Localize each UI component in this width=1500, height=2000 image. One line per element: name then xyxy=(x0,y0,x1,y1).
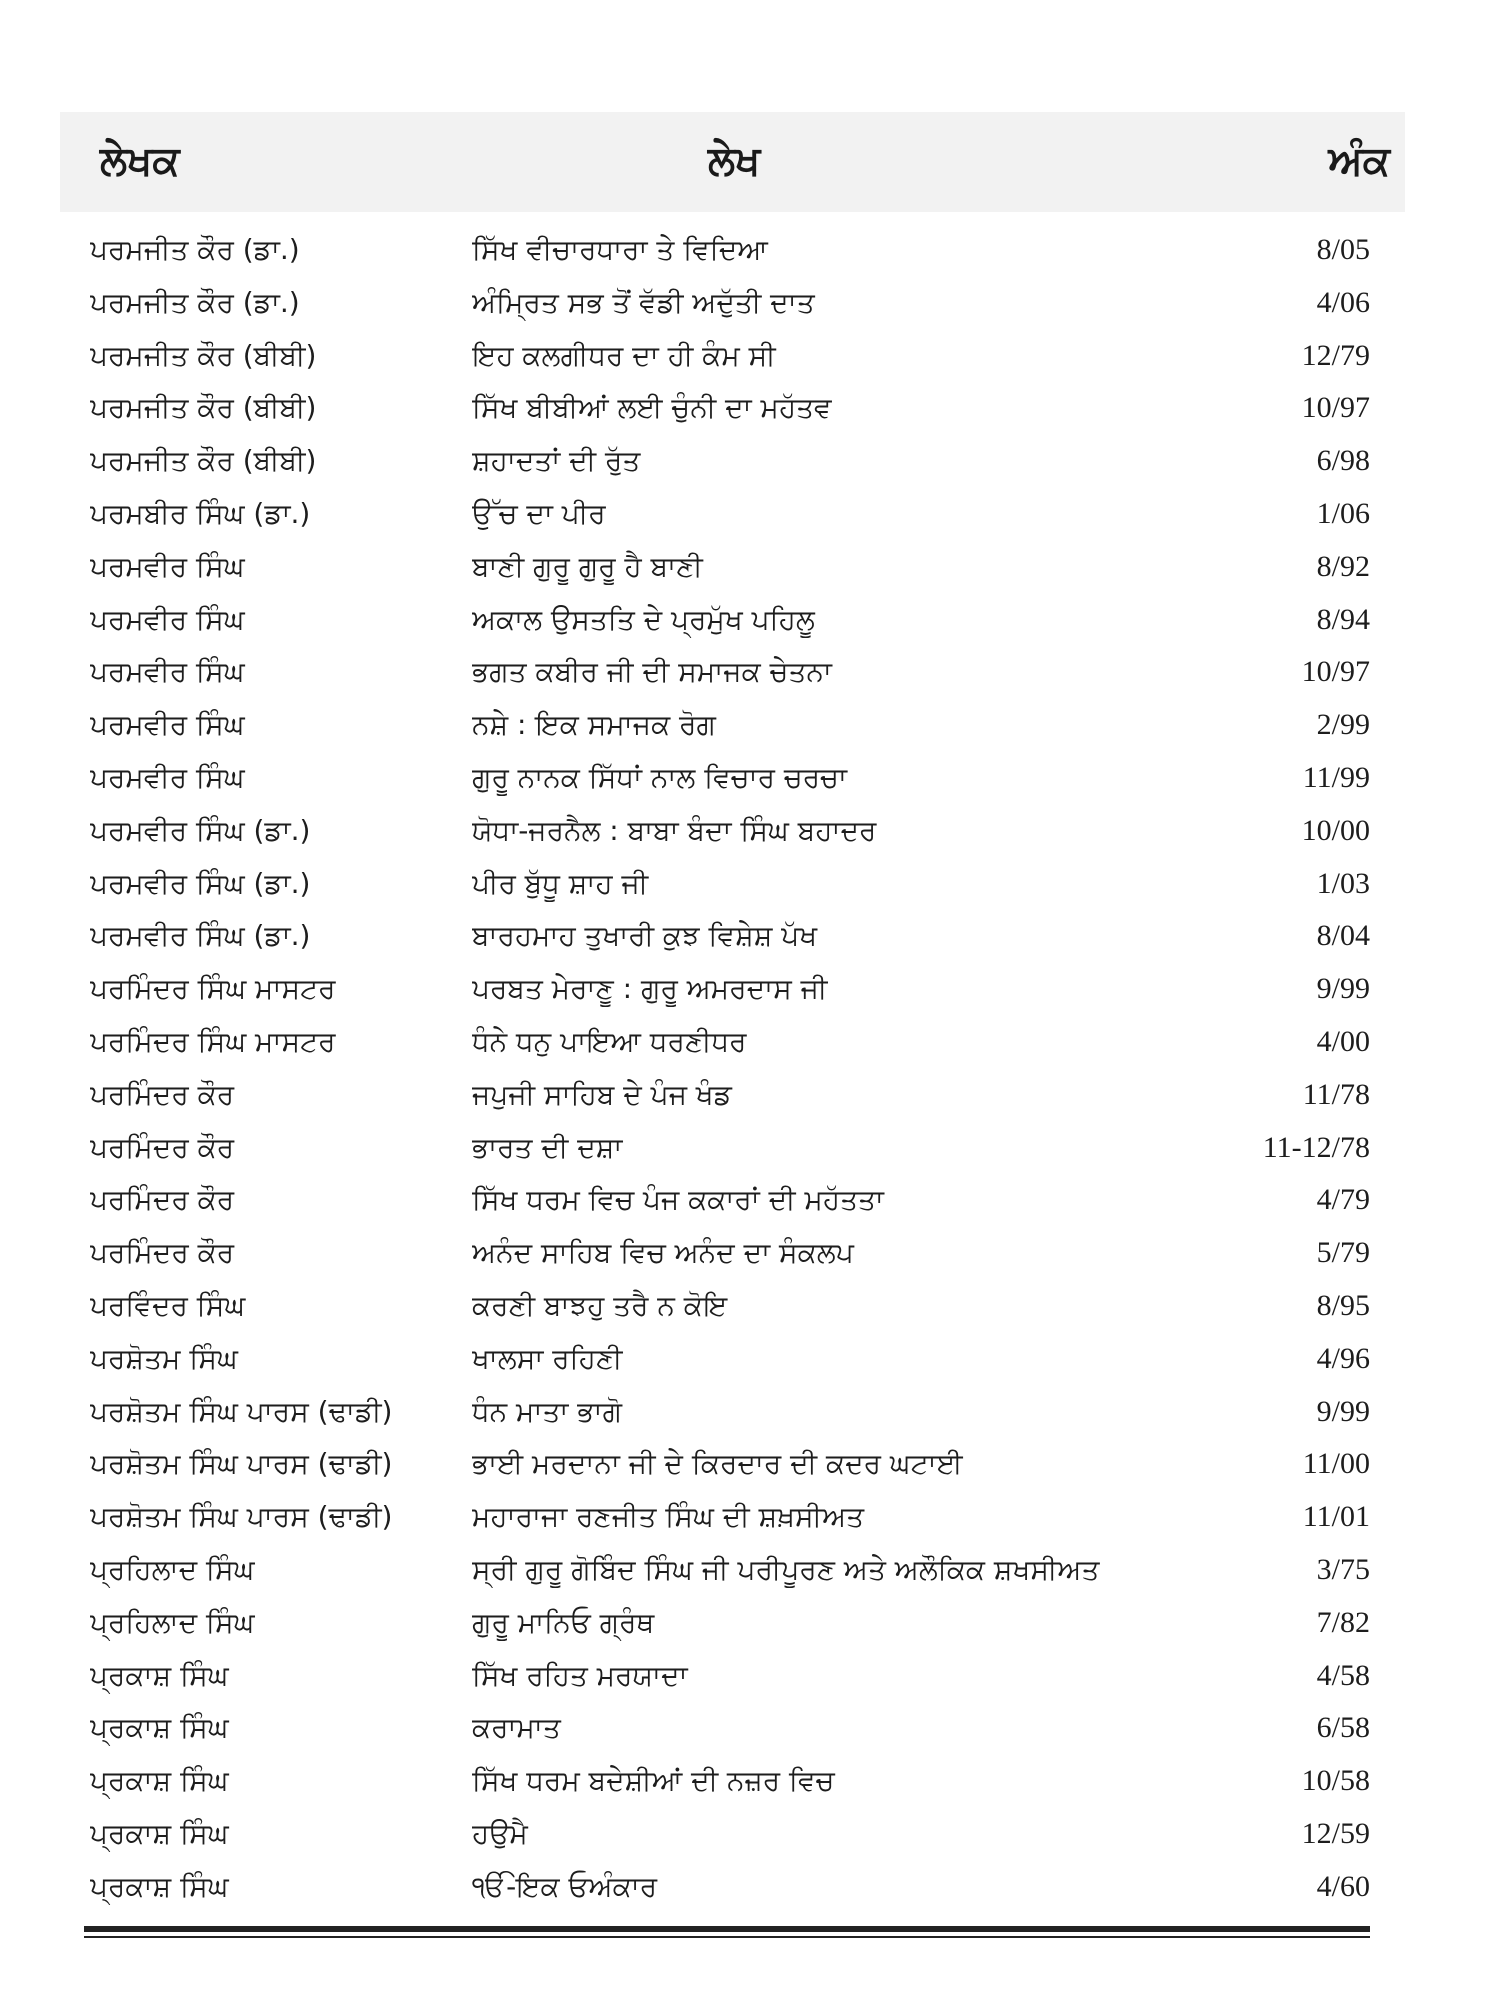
table-row xyxy=(0,699,1500,752)
author-cell: ਪ੍ਰਕਾਸ਼ ਸਿੰਘ xyxy=(90,1711,229,1745)
issue-cell: 8/95 xyxy=(1316,1288,1370,1322)
issue-cell: 11/01 xyxy=(1302,1500,1370,1534)
article-cell: ਬਾਣੀ ਗੁਰੂ ਗੁਰੂ ਹੈ ਬਾਣੀ xyxy=(472,549,703,583)
article-cell: ਧੰਨੇ ਧਨੁ ਪਾਇਆ ਧਰਣੀਧਰ xyxy=(472,1024,747,1058)
article-cell: ਸ੍ਰੀ ਗੁਰੂ ਗੋਬਿੰਦ ਸਿੰਘ ਜੀ ਪਰੀਪੂਰਣ ਅਤੇ ਅਲੌਕਿਕ ਸ਼ਖਸੀਅਤ xyxy=(472,1552,1100,1586)
column-header-article: ਲੇਖ xyxy=(708,138,761,184)
article-cell: ਯੋਧਾ-ਜਰਨੈਲ : ਬਾਬਾ ਬੰਦਾ ਸਿੰਘ ਬਹਾਦਰ xyxy=(472,813,877,847)
table-row xyxy=(0,488,1500,541)
table-row xyxy=(0,1597,1500,1650)
table-row xyxy=(0,1069,1500,1122)
issue-cell: 11/78 xyxy=(1302,1077,1370,1111)
author-cell: ਪਰਮਜੀਤ ਕੌਰ (ਡਾ.) xyxy=(90,285,300,319)
table-row xyxy=(0,910,1500,963)
article-cell: ਅਕਾਲ ਉਸਤਤਿ ਦੇ ਪ੍ਰਮੁੱਖ ਪਹਿਲੂ xyxy=(472,602,815,636)
author-cell: ਪ੍ਰਕਾਸ਼ ਸਿੰਘ xyxy=(90,1816,229,1850)
article-cell: ਸਿੱਖ ਧਰਮ ਬਦੇਸ਼ੀਆਂ ਦੀ ਨਜ਼ਰ ਵਿਚ xyxy=(472,1764,835,1798)
article-cell: ਮਹਾਰਾਜਾ ਰਣਜੀਤ ਸਿੰਘ ਦੀ ਸ਼ਖ਼ਸੀਅਤ xyxy=(472,1500,865,1534)
table-row xyxy=(0,1861,1500,1914)
author-cell: ਪਰਮਜੀਤ ਕੌਰ (ਬੀਬੀ) xyxy=(90,338,317,372)
table-row xyxy=(0,1702,1500,1755)
article-cell: ਗੁਰੂ ਨਾਨਕ ਸਿੱਧਾਂ ਨਾਲ ਵਿਚਾਰ ਚਰਚਾ xyxy=(472,760,848,794)
table-row xyxy=(0,1544,1500,1597)
author-cell: ਪਰਸ਼ੋਤਮ ਸਿੰਘ ਪਾਰਸ (ਢਾਡੀ) xyxy=(90,1394,393,1428)
issue-cell: 4/00 xyxy=(1316,1024,1370,1058)
author-cell: ਪਰਮਜੀਤ ਕੌਰ (ਬੀਬੀ) xyxy=(90,444,317,478)
author-cell: ਪਰਮਿੰਦਰ ਕੌਰ xyxy=(90,1183,235,1217)
issue-cell: 3/75 xyxy=(1316,1552,1370,1586)
author-cell: ਪਰਮਬੀਰ ਸਿੰਘ (ਡਾ.) xyxy=(90,496,311,530)
bottom-rule-thin xyxy=(84,1936,1370,1938)
table-row xyxy=(0,1386,1500,1439)
issue-cell: 7/82 xyxy=(1316,1605,1370,1639)
bottom-rule-thick xyxy=(84,1926,1370,1932)
issue-cell: 6/58 xyxy=(1316,1711,1370,1745)
article-cell: ਗੁਰੂ ਮਾਨਿਓ ਗ੍ਰੰਥ xyxy=(472,1605,655,1639)
author-cell: ਪਰਮਿੰਦਰ ਕੌਰ xyxy=(90,1130,235,1164)
issue-cell: 4/79 xyxy=(1316,1183,1370,1217)
author-cell: ਪ੍ਰਕਾਸ਼ ਸਿੰਘ xyxy=(90,1869,229,1903)
author-cell: ਪਰਮਵੀਰ ਸਿੰਘ (ਡਾ.) xyxy=(90,919,311,953)
issue-cell: 4/96 xyxy=(1316,1341,1370,1375)
table-row xyxy=(0,1122,1500,1175)
article-cell: ਬਾਰਹਮਾਹ ਤੁਖਾਰੀ ਕੁਝ ਵਿਸ਼ੇਸ਼ ਪੱਖ xyxy=(472,919,818,953)
article-cell: ਪੀਰ ਬੁੱਧੂ ਸ਼ਾਹ ਜੀ xyxy=(472,866,649,900)
issue-cell: 8/92 xyxy=(1316,549,1370,583)
table-row xyxy=(0,330,1500,383)
issue-cell: 8/05 xyxy=(1316,233,1370,266)
author-cell: ਪਰਸ਼ੋਤਮ ਸਿੰਘ ਪਾਰਸ (ਢਾਡੀ) xyxy=(90,1500,393,1534)
table-row xyxy=(0,963,1500,1016)
issue-cell: 1/03 xyxy=(1316,866,1370,900)
table-row xyxy=(0,1174,1500,1227)
author-cell: ਪਰਮਜੀਤ ਕੌਰ (ਡਾ.) xyxy=(90,233,300,266)
issue-cell: 12/79 xyxy=(1301,338,1370,372)
table-row xyxy=(0,1016,1500,1069)
issue-cell: 11-12/78 xyxy=(1262,1130,1370,1164)
article-cell: ਭਗਤ ਕਬੀਰ ਜੀ ਦੀ ਸਮਾਜਕ ਚੇਤਨਾ xyxy=(472,655,832,689)
table-row xyxy=(0,1333,1500,1386)
author-cell: ਪਰਮਿੰਦਰ ਕੌਰ xyxy=(90,1077,235,1111)
article-cell: ਭਾਈ ਮਰਦਾਨਾ ਜੀ ਦੇ ਕਿਰਦਾਰ ਦੀ ਕਦਰ ਘਟਾਈ xyxy=(472,1447,963,1481)
issue-cell: 10/58 xyxy=(1301,1764,1370,1798)
author-cell: ਪਰਸ਼ੋਤਮ ਸਿੰਘ xyxy=(90,1341,238,1375)
issue-cell: 11/99 xyxy=(1302,760,1370,794)
issue-cell: 9/99 xyxy=(1316,972,1370,1006)
article-cell: ਪਰਬਤ ਮੇਰਾਣੂ : ਗੁਰੂ ਅਮਰਦਾਸ ਜੀ xyxy=(472,972,828,1006)
author-cell: ਪਰਮਿੰਦਰ ਕੌਰ xyxy=(90,1236,235,1270)
table-row xyxy=(0,382,1500,435)
author-cell: ਪਰਮਿੰਦਰ ਸਿੰਘ ਮਾਸਟਰ xyxy=(90,1024,336,1058)
author-cell: ਪਰਵਿੰਦਰ ਸਿੰਘ xyxy=(90,1288,246,1322)
author-cell: ਪਰਮਵੀਰ ਸਿੰਘ (ਡਾ.) xyxy=(90,866,311,900)
article-cell: ਅਨੰਦ ਸਾਹਿਬ ਵਿਚ ਅਨੰਦ ਦਾ ਸੰਕਲਪ xyxy=(472,1236,854,1270)
issue-cell: 11/00 xyxy=(1302,1447,1370,1481)
author-cell: ਪ੍ਰਹਿਲਾਦ ਸਿੰਘ xyxy=(90,1552,255,1586)
issue-cell: 10/00 xyxy=(1301,813,1370,847)
issue-cell: 10/97 xyxy=(1301,391,1370,425)
issue-cell: 1/06 xyxy=(1316,496,1370,530)
table-row xyxy=(0,277,1500,330)
article-cell: ਜਪੁਜੀ ਸਾਹਿਬ ਦੇ ਪੰਜ ਖੰਡ xyxy=(472,1077,732,1111)
table-row xyxy=(0,1280,1500,1333)
table-row xyxy=(0,541,1500,594)
table-row xyxy=(0,752,1500,805)
article-cell: ਧੰਨ ਮਾਤਾ ਭਾਗੋ xyxy=(472,1394,622,1428)
article-cell: ਸਿੱਖ ਧਰਮ ਵਿਚ ਪੰਜ ਕਕਾਰਾਂ ਦੀ ਮਹੱਤਤਾ xyxy=(472,1183,884,1217)
author-cell: ਪ੍ਰਹਿਲਾਦ ਸਿੰਘ xyxy=(90,1605,255,1639)
author-cell: ਪਰਮਵੀਰ ਸਿੰਘ xyxy=(90,708,245,742)
issue-cell: 12/59 xyxy=(1301,1816,1370,1850)
issue-cell: 6/98 xyxy=(1316,444,1370,478)
article-cell: ਇਹ ਕਲਗੀਧਰ ਦਾ ਹੀ ਕੰਮ ਸੀ xyxy=(472,338,776,372)
issue-cell: 2/99 xyxy=(1316,708,1370,742)
article-cell: ਖਾਲਸਾ ਰਹਿਣੀ xyxy=(472,1341,623,1375)
article-cell: ਭਾਰਤ ਦੀ ਦਸ਼ਾ xyxy=(472,1130,623,1164)
article-cell: ੴ-ਇਕ ਓਅੰਕਾਰ xyxy=(472,1869,658,1903)
author-cell: ਪਰਮਵੀਰ ਸਿੰਘ (ਡਾ.) xyxy=(90,813,311,847)
author-cell: ਪਰਮਜੀਤ ਕੌਰ (ਬੀਬੀ) xyxy=(90,391,317,425)
index-table-body xyxy=(0,224,1500,1914)
issue-cell: 4/58 xyxy=(1316,1658,1370,1692)
author-cell: ਪ੍ਰਕਾਸ਼ ਸਿੰਘ xyxy=(90,1764,229,1798)
table-row xyxy=(0,435,1500,488)
table-row xyxy=(0,594,1500,647)
issue-cell: 10/97 xyxy=(1301,655,1370,689)
author-cell: ਪਰਮਵੀਰ ਸਿੰਘ xyxy=(90,655,245,689)
author-cell: ਪਰਮਵੀਰ ਸਿੰਘ xyxy=(90,549,245,583)
author-cell: ਪਰਸ਼ੋਤਮ ਸਿੰਘ ਪਾਰਸ (ਢਾਡੀ) xyxy=(90,1447,393,1481)
issue-cell: 8/04 xyxy=(1316,919,1370,953)
table-row xyxy=(0,1491,1500,1544)
table-row xyxy=(0,1755,1500,1808)
article-cell: ਸਿੱਖ ਬੀਬੀਆਂ ਲਈ ਚੁੰਨੀ ਦਾ ਮਹੱਤਵ xyxy=(472,391,832,425)
author-cell: ਪ੍ਰਕਾਸ਼ ਸਿੰਘ xyxy=(90,1658,229,1692)
article-cell: ਹਉਮੈ xyxy=(472,1816,528,1850)
table-row xyxy=(0,1650,1500,1703)
table-row xyxy=(0,646,1500,699)
table-row xyxy=(0,1438,1500,1491)
table-row xyxy=(0,805,1500,858)
issue-cell: 4/60 xyxy=(1316,1869,1370,1903)
issue-cell: 9/99 xyxy=(1316,1394,1370,1428)
article-cell: ਕਰਣੀ ਬਾਝਹੁ ਤਰੈ ਨ ਕੋਇ xyxy=(472,1288,728,1322)
article-cell: ਉੱਚ ਦਾ ਪੀਰ xyxy=(472,496,606,530)
table-row xyxy=(0,1808,1500,1861)
issue-cell: 5/79 xyxy=(1316,1236,1370,1270)
article-cell: ਅੰਮ੍ਰਿਤ ਸਭ ਤੋਂ ਵੱਡੀ ਅਦੁੱਤੀ ਦਾਤ xyxy=(472,285,815,319)
author-cell: ਪਰਮਵੀਰ ਸਿੰਘ xyxy=(90,760,245,794)
column-header-issue: ਅੰਕ xyxy=(1328,138,1390,184)
column-header-author: ਲੇਖਕ xyxy=(100,138,180,184)
table-row xyxy=(0,224,1500,277)
article-cell: ਕਰਾਮਾਤ xyxy=(472,1711,561,1745)
article-cell: ਸ਼ਹਾਦਤਾਂ ਦੀ ਰੁੱਤ xyxy=(472,444,641,478)
author-cell: ਪਰਮਵੀਰ ਸਿੰਘ xyxy=(90,602,245,636)
issue-cell: 8/94 xyxy=(1316,602,1370,636)
issue-cell: 4/06 xyxy=(1316,285,1370,319)
author-cell: ਪਰਮਿੰਦਰ ਸਿੰਘ ਮਾਸਟਰ xyxy=(90,972,336,1006)
article-cell: ਸਿੱਖ ਵੀਚਾਰਧਾਰਾ ਤੇ ਵਿਦਿਆ xyxy=(472,233,768,266)
article-cell: ਨਸ਼ੇ : ਇਕ ਸਮਾਜਕ ਰੋਗ xyxy=(472,708,716,742)
table-row xyxy=(0,1227,1500,1280)
table-row xyxy=(0,858,1500,911)
article-cell: ਸਿੱਖ ਰਹਿਤ ਮਰਯਾਦਾ xyxy=(472,1658,688,1692)
